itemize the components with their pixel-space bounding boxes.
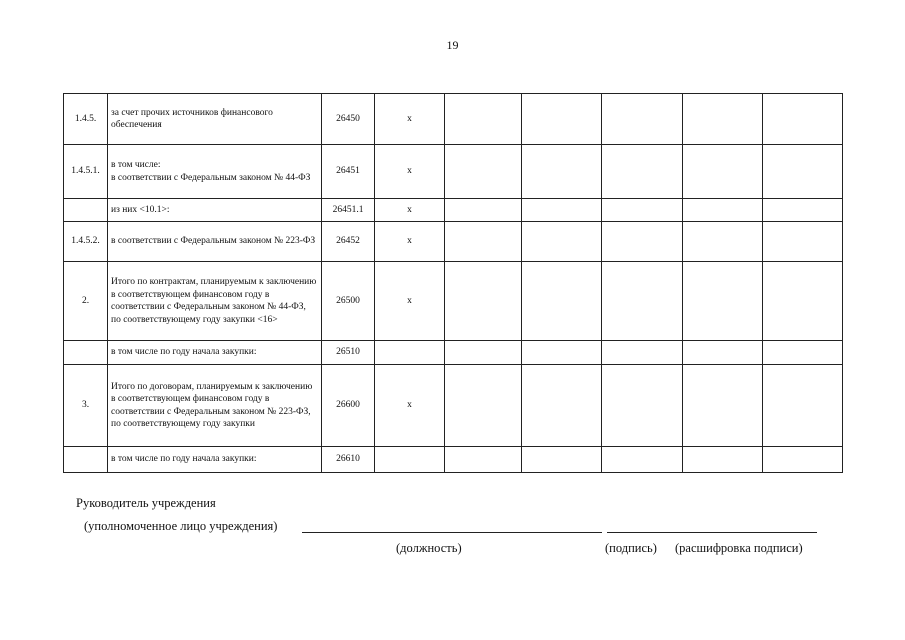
row-description: за счет прочих источников финансового обеспечения bbox=[108, 94, 322, 145]
sign-caption: (подпись) bbox=[605, 541, 657, 555]
decode-caption: (расшифровка подписи) bbox=[675, 541, 803, 555]
row-mark: х bbox=[375, 199, 445, 222]
row-code: 26451 bbox=[322, 145, 375, 199]
position-caption: (должность) bbox=[396, 541, 462, 555]
row-code: 26510 bbox=[322, 341, 375, 365]
row-mark: х bbox=[375, 262, 445, 341]
row-number: 1.4.5.1. bbox=[64, 145, 108, 199]
row-mark: х bbox=[375, 365, 445, 447]
row-description: в том числе: в соответствии с Федеральным законом № 44-ФЗ bbox=[108, 145, 322, 199]
row-mark: х bbox=[375, 222, 445, 262]
row-code: 26600 bbox=[322, 365, 375, 447]
row-number: 1.4.5. bbox=[64, 94, 108, 145]
position-line bbox=[302, 532, 602, 533]
row-description: из них <10.1>: bbox=[108, 199, 322, 222]
row-description: в том числе по году начала закупки: bbox=[108, 447, 322, 473]
page-number: 19 bbox=[446, 38, 459, 52]
row-description: в соответствии с Федеральным законом № 223-ФЗ bbox=[108, 222, 322, 262]
row-description: Итого по договорам, планируемым к заключению в соответствующем финансовом году в соответствии с Федеральным законом № 223-ФЗ, по соответствующему году закупки bbox=[108, 365, 322, 447]
row-code: 26451.1 bbox=[322, 199, 375, 222]
signature-role: (уполномоченное лицо учреждения) bbox=[84, 519, 278, 533]
signature-line bbox=[607, 532, 817, 533]
signature-title: Руководитель учреждения bbox=[76, 496, 216, 510]
row-description: в том числе по году начала закупки: bbox=[108, 341, 322, 365]
row-number: 1.4.5.2. bbox=[64, 222, 108, 262]
row-number: 3. bbox=[64, 365, 108, 447]
row-code: 26450 bbox=[322, 94, 375, 145]
row-number: 2. bbox=[64, 262, 108, 341]
row-mark: х bbox=[375, 94, 445, 145]
row-code: 26452 bbox=[322, 222, 375, 262]
row-mark: х bbox=[375, 145, 445, 199]
row-code: 26610 bbox=[322, 447, 375, 473]
row-description: Итого по контрактам, планируемым к заключению в соответствующем финансовом году в соответствии с Федеральным законом № 44-ФЗ, по соответствующему году закупки <16> bbox=[108, 262, 322, 341]
row-code: 26500 bbox=[322, 262, 375, 341]
